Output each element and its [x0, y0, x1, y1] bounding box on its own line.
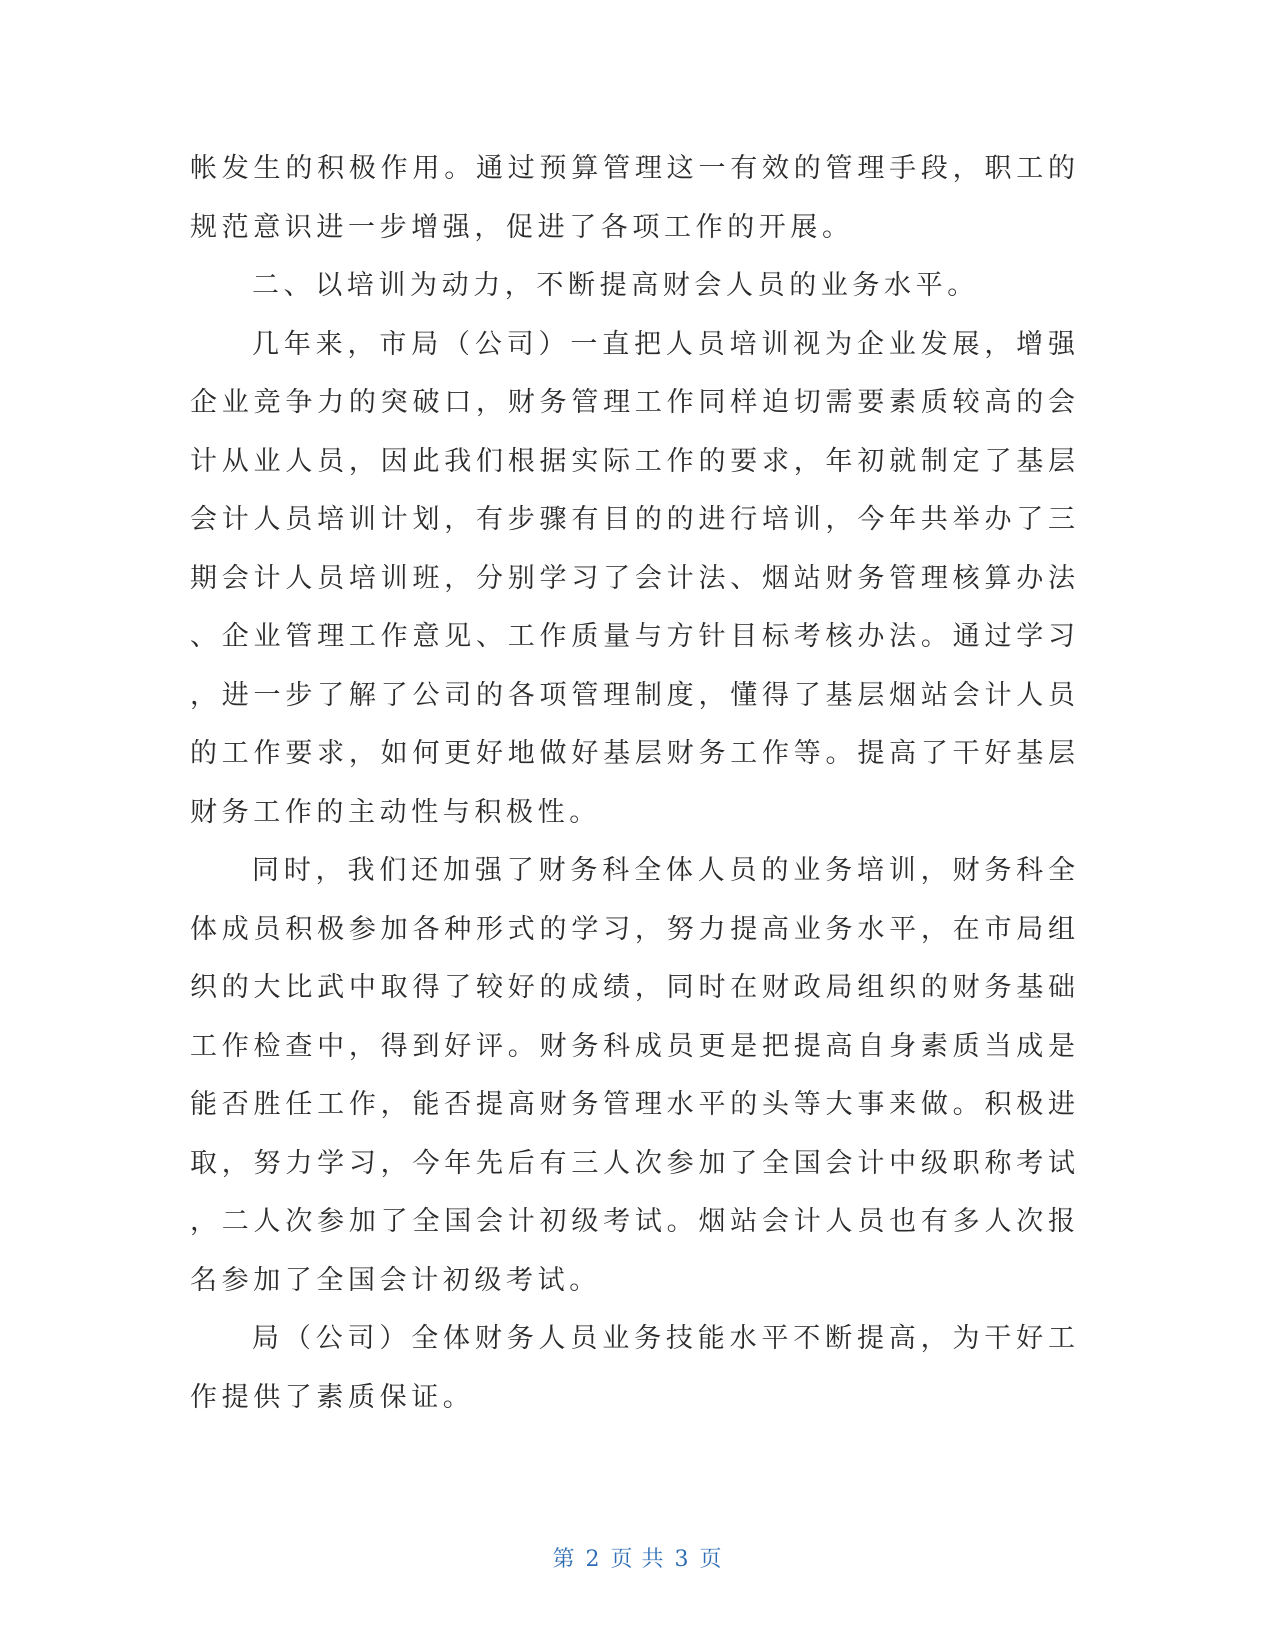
- text-line: 取，努力学习，今年先后有三人次参加了全国会计中级职称考试: [190, 1147, 1075, 1179]
- text-line: 规范意识进一步增强，促进了各项工作的开展。: [190, 211, 854, 243]
- text-line: ，进一步了解了公司的各项管理制度，懂得了基层烟站会计人员: [190, 679, 1075, 711]
- text-line: 财务工作的主动性与积极性。: [190, 796, 601, 828]
- section-heading: 二、以培训为动力，不断提高财会人员的业务水平。: [252, 270, 979, 301]
- text-line: 名参加了全国会计初级考试。: [190, 1264, 601, 1296]
- document-body: [190, 140, 1075, 1427]
- text-line: 企业竞争力的突破口，财务管理工作同样迫切需要素质较高的会: [190, 387, 1075, 418]
- text-line: 会计人员培训计划，有步骤有目的的进行培训，今年共举办了三: [190, 504, 1075, 535]
- current-page-number: 2: [585, 1547, 601, 1572]
- text-line: 同时，我们还加强了财务科全体人员的业务培训，财务科全: [252, 855, 1075, 886]
- footer-suffix: 页: [699, 1547, 723, 1572]
- text-line: 的工作要求，如何更好地做好基层财务工作等。提高了干好基层: [190, 738, 1075, 769]
- text-line: 计从业人员，因此我们根据实际工作的要求，年初就制定了基层: [190, 445, 1075, 477]
- text-line: 局（公司）全体财务人员业务技能水平不断提高，为干好工: [252, 1323, 1075, 1354]
- text-line: 、企业管理工作意见、工作质量与方针目标考核办法。通过学习: [190, 621, 1075, 652]
- text-line: 作提供了素质保证。: [190, 1381, 475, 1413]
- text-line: 期会计人员培训班，分别学习了会计法、烟站财务管理核算办法: [190, 562, 1075, 594]
- footer-prefix: 第: [552, 1547, 576, 1572]
- text-line: 几年来，市局（公司）一直把人员培训视为企业发展，增强: [252, 328, 1075, 360]
- text-line: 工作检查中，得到好评。财务科成员更是把提高自身素质当成是: [190, 1030, 1075, 1062]
- page-footer: [0, 1542, 1275, 1573]
- total-pages-number: 3: [674, 1547, 690, 1572]
- text-line: 能否胜任工作，能否提高财务管理水平的头等大事来做。积极进: [190, 1089, 1075, 1120]
- footer-middle: 页 共: [610, 1547, 665, 1572]
- text-line: 帐发生的积极作用。通过预算管理这一有效的管理手段，职工的: [190, 153, 1075, 184]
- text-line: ，二人次参加了全国会计初级考试。烟站会计人员也有多人次报: [190, 1206, 1075, 1237]
- text-line: 织的大比武中取得了较好的成绩，同时在财政局组织的财务基础: [190, 972, 1075, 1003]
- text-line: 体成员积极参加各种形式的学习，努力提高业务水平，在市局组: [190, 913, 1075, 945]
